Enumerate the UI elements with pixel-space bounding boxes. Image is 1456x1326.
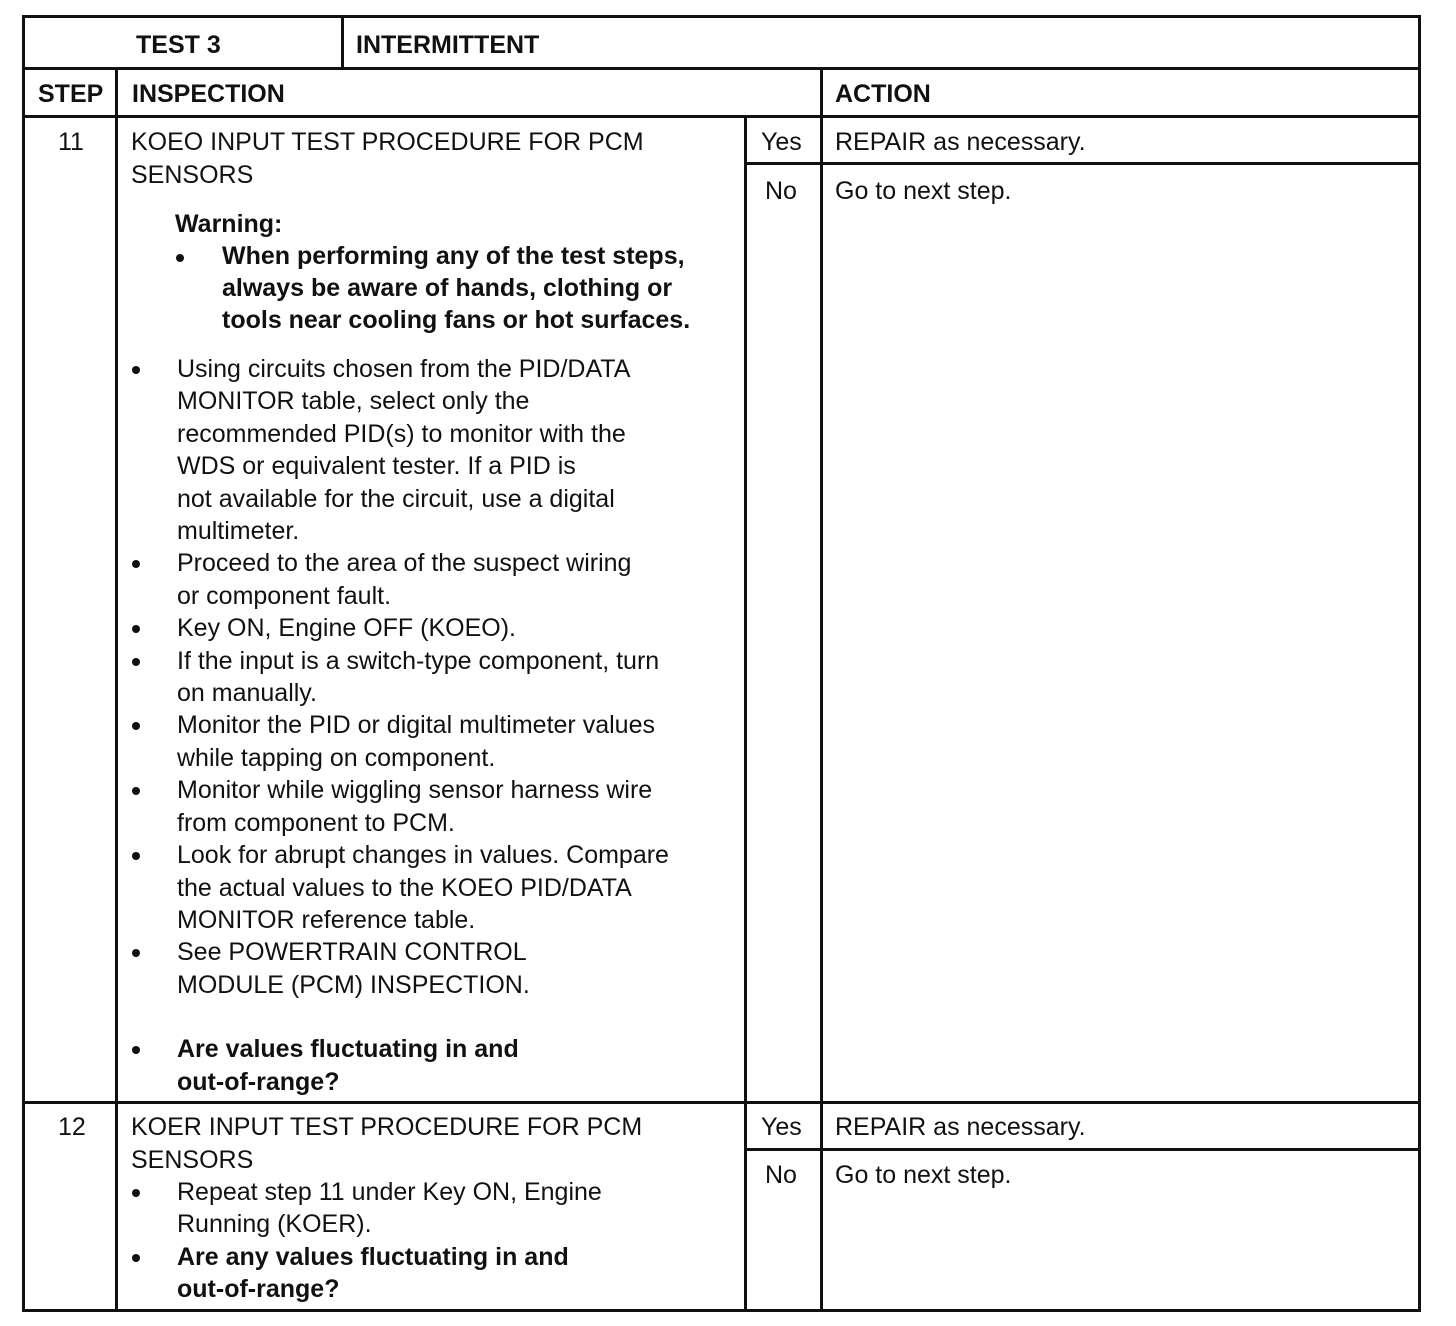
no-action: Go to next step. (835, 1161, 1012, 1189)
step-title: KOER INPUT TEST PROCEDURE FOR PCM (131, 1113, 643, 1141)
column-header-step: STEP (38, 80, 104, 108)
step-title: KOEO INPUT TEST PROCEDURE FOR PCM (131, 128, 644, 156)
yes-action: REPAIR as necessary. (835, 128, 1086, 156)
step-number: 11 (58, 128, 84, 156)
no-label: No (765, 177, 797, 205)
yes-action: REPAIR as necessary. (835, 1113, 1086, 1141)
test-procedure-table (22, 15, 1421, 1312)
test-label: TEST 3 (136, 31, 221, 59)
bullet-item: See POWERTRAIN CONTROL MODULE (PCM) INSPECTION. (129, 936, 669, 1001)
question-item: Are any values fluctuating in and out-of-range? (129, 1241, 602, 1306)
yes-label: Yes (761, 1113, 802, 1141)
step-title-continued: SENSORS (131, 161, 254, 189)
bullet-item: Key ON, Engine OFF (KOEO). (129, 612, 669, 644)
bullet-item: Monitor while wiggling sensor harness wire from component to PCM. (129, 774, 669, 839)
warning-bullet (176, 254, 184, 262)
step12-yes-no-divider (744, 1148, 1418, 1151)
no-action: Go to next step. (835, 177, 1012, 205)
step-number: 12 (58, 1113, 86, 1141)
step-title-continued: SENSORS (131, 1146, 254, 1174)
yes-label: Yes (761, 128, 802, 156)
step-divider (25, 1101, 1418, 1104)
bullet-item: Look for abrupt changes in values. Compare the actual values to the KOEO PID/DATA MONITOR reference table. (129, 839, 669, 936)
question-item: Are values fluctuating in and out-of-range? (129, 1033, 669, 1098)
header-divider (25, 67, 1418, 70)
column-header-inspection: INSPECTION (132, 80, 285, 108)
bullet-item: Repeat step 11 under Key ON, Engine Running (KOER). (129, 1176, 602, 1241)
bullet-item: Using circuits chosen from the PID/DATA MONITOR table, select only the recommended PID(s) to monitor with the WDS or equivalent tester. If a PID is not available for the circuit, use a digital multimeter. (129, 353, 669, 547)
no-label: No (765, 1161, 797, 1189)
yes-no-column-rule (744, 115, 747, 1309)
bullet-item: Proceed to the area of the suspect wiring or component fault. (129, 547, 669, 612)
inspection-bullet-list (129, 353, 669, 1098)
step11-yes-no-divider (744, 162, 1418, 165)
warning-label: Warning: (175, 210, 283, 238)
warning-text: always be aware of hands, clothing or (222, 274, 673, 302)
bullet-item: If the input is a switch-type component, turn on manually. (129, 645, 669, 710)
step-column-rule (115, 67, 118, 1309)
test-title: INTERMITTENT (356, 31, 540, 59)
action-column-rule (820, 67, 823, 1309)
inspection-bullet-list (129, 1176, 602, 1306)
column-header-action: ACTION (835, 80, 931, 108)
warning-text: tools near cooling fans or hot surfaces. (222, 306, 691, 334)
warning-text: When performing any of the test steps, (222, 242, 685, 270)
column-header-divider (25, 115, 1418, 118)
bullet-item: Monitor the PID or digital multimeter values while tapping on component. (129, 709, 669, 774)
title-rule (341, 18, 344, 67)
